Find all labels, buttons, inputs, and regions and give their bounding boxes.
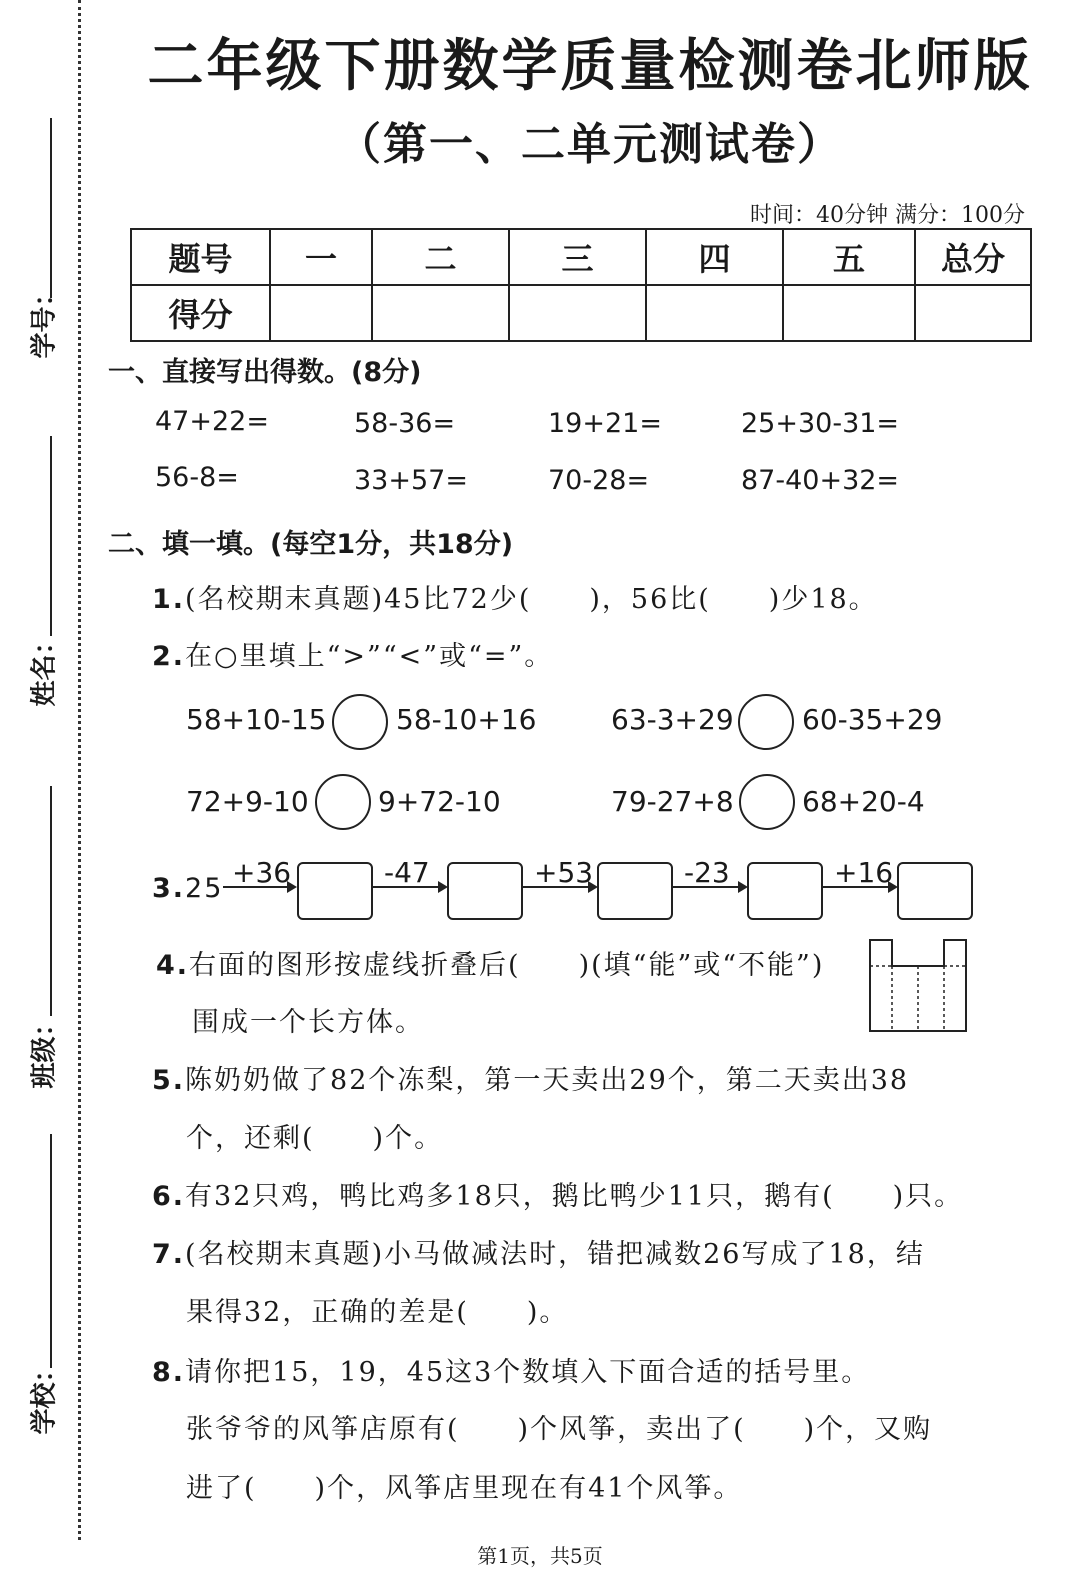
chain-op: -23 bbox=[684, 856, 730, 889]
calc-item: 56-8= bbox=[155, 462, 239, 493]
question-number: 2. bbox=[152, 641, 186, 672]
score-cell[interactable] bbox=[783, 285, 915, 341]
compare-left: 79-27+8 bbox=[611, 785, 734, 818]
question-text: 有32只鸡，鸭比鸡多18只，鹅比鸭少11只，鹅有( )只。 bbox=[185, 1181, 964, 1212]
score-cell[interactable] bbox=[270, 285, 372, 341]
answer-box[interactable] bbox=[297, 862, 373, 920]
question-7 bbox=[152, 1232, 925, 1271]
question-number: 4. bbox=[156, 950, 190, 981]
question-1 bbox=[152, 577, 878, 616]
question-8 bbox=[152, 1350, 870, 1389]
compare-circle[interactable] bbox=[315, 774, 371, 830]
score-cell[interactable] bbox=[372, 285, 509, 341]
question-8-cont-1: 张爷爷的风筝店原有( )个风筝，卖出了( )个，又购 bbox=[186, 1414, 933, 1445]
calc-item: 33+57= bbox=[354, 465, 468, 496]
compare-circle[interactable] bbox=[739, 774, 795, 830]
calc-item: 47+22= bbox=[155, 406, 269, 437]
score-header-cell: 三 bbox=[509, 229, 646, 285]
compare-left: 72+9-10 bbox=[186, 785, 309, 818]
section1-heading: 一、直接写出得数。(8分) bbox=[108, 357, 422, 388]
question-4 bbox=[156, 943, 824, 982]
chain-op: +36 bbox=[232, 856, 292, 889]
answer-box[interactable] bbox=[747, 862, 823, 920]
class-rule bbox=[50, 786, 52, 1016]
score-cell[interactable] bbox=[509, 285, 646, 341]
compare-circle[interactable] bbox=[332, 694, 388, 750]
compare-left: 58+10-15 bbox=[186, 703, 327, 736]
question-2 bbox=[152, 634, 553, 673]
calc-item: 70-28= bbox=[548, 465, 650, 496]
score-header-cell: 二 bbox=[372, 229, 509, 285]
question-text: 陈奶奶做了82个冻梨，第一天卖出29个，第二天卖出38 bbox=[185, 1065, 910, 1096]
page-subtitle: （第一、二单元测试卷） bbox=[337, 119, 843, 170]
calc-item: 19+21= bbox=[548, 408, 662, 439]
chain-op: +16 bbox=[834, 856, 894, 889]
question-6 bbox=[152, 1174, 963, 1213]
page-footer: 第1页，共5页 bbox=[477, 1544, 603, 1568]
question-3 bbox=[152, 873, 223, 904]
question-number: 7. bbox=[152, 1239, 186, 1270]
score-table-header-row bbox=[131, 229, 1031, 285]
score-table-score-row bbox=[131, 285, 1031, 341]
student-id-label: 学号： bbox=[29, 280, 60, 359]
chain-op: -47 bbox=[384, 856, 430, 889]
calc-item: 87-40+32= bbox=[741, 465, 900, 496]
chain-op: +53 bbox=[534, 856, 594, 889]
question-7-cont: 果得32，正确的差是( )。 bbox=[186, 1297, 569, 1328]
score-header-cell: 题号 bbox=[131, 229, 270, 285]
question-4-cont: 围成一个长方体。 bbox=[192, 1007, 424, 1038]
exam-meta: 时间：40分钟 满分：100分 bbox=[750, 203, 1025, 228]
calc-item: 58-36= bbox=[354, 408, 456, 439]
question-8-cont-2: 进了( )个，风筝店里现在有41个风筝。 bbox=[186, 1473, 743, 1504]
binding-dotted-line bbox=[78, 0, 81, 1540]
fold-net-figure bbox=[868, 938, 968, 1034]
answer-box[interactable] bbox=[897, 862, 973, 920]
name-rule bbox=[50, 436, 52, 636]
question-5 bbox=[152, 1058, 909, 1097]
question-text: (名校期末真题)小马做减法时，错把减数26写成了18，结 bbox=[185, 1239, 925, 1270]
calc-item: 25+30-31= bbox=[741, 408, 900, 439]
school-label: 学校： bbox=[29, 1356, 60, 1435]
score-header-cell: 一 bbox=[270, 229, 372, 285]
name-label: 姓名： bbox=[29, 628, 60, 707]
answer-box[interactable] bbox=[447, 862, 523, 920]
compare-left: 63-3+29 bbox=[611, 703, 734, 736]
score-table bbox=[130, 228, 1032, 342]
student-id-rule bbox=[50, 118, 52, 298]
compare-right: 9+72-10 bbox=[378, 785, 501, 818]
section2-heading: 二、填一填。(每空1分，共18分) bbox=[108, 529, 514, 560]
question-number: 1. bbox=[152, 584, 186, 615]
compare-circle[interactable] bbox=[738, 694, 794, 750]
score-header-cell: 四 bbox=[646, 229, 783, 285]
school-rule bbox=[50, 1134, 52, 1368]
question-number: 5. bbox=[152, 1065, 186, 1096]
score-row-label: 得分 bbox=[131, 285, 270, 341]
question-number: 6. bbox=[152, 1181, 186, 1212]
answer-box[interactable] bbox=[597, 862, 673, 920]
question-number: 8. bbox=[152, 1357, 186, 1388]
score-header-cell: 五 bbox=[783, 229, 915, 285]
question-number: 3. bbox=[152, 873, 186, 904]
question-text: (名校期末真题)45比72少( )，56比( )少18。 bbox=[185, 584, 878, 615]
question-text: 请你把15，19，45这3个数填入下面合适的括号里。 bbox=[185, 1357, 871, 1388]
compare-right: 60-35+29 bbox=[802, 703, 943, 736]
page-title: 二年级下册数学质量检测卷北师版 bbox=[147, 34, 1033, 99]
question-text: 在○里填上“>”“<”或“=”。 bbox=[185, 641, 554, 672]
question-5-cont: 个，还剩( )个。 bbox=[186, 1123, 444, 1154]
question-text: 右面的图形按虚线折叠后( )(填“能”或“不能”) bbox=[189, 950, 825, 981]
score-cell[interactable] bbox=[646, 285, 783, 341]
chain-start: 25 bbox=[185, 873, 224, 904]
score-header-cell: 总分 bbox=[915, 229, 1031, 285]
compare-right: 68+20-4 bbox=[802, 785, 925, 818]
class-label: 班级： bbox=[29, 1010, 60, 1089]
compare-right: 58-10+16 bbox=[396, 703, 537, 736]
score-cell[interactable] bbox=[915, 285, 1031, 341]
